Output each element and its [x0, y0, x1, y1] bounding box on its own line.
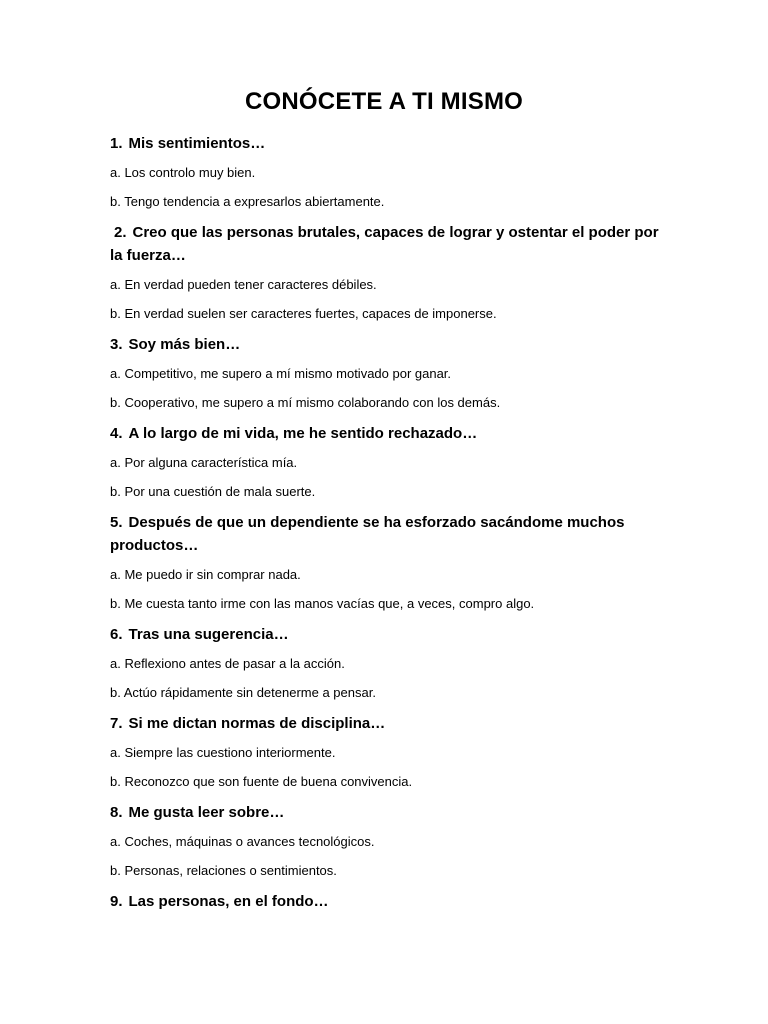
- question-block-3: [110, 333, 660, 412]
- answer-option-a: a. En verdad pueden tener caracteres débiles.: [110, 277, 377, 292]
- answer-option-b: b. Cooperativo, me supero a mí mismo colaborando con los demás.: [110, 395, 501, 410]
- question-block-2: [110, 221, 660, 323]
- question-text: Las personas, en el fondo…: [128, 893, 329, 910]
- question-number: 9.: [110, 893, 123, 910]
- answer-option-a: a. Reflexiono antes de pasar a la acción.: [110, 656, 345, 671]
- question-text: Si me dictan normas de disciplina…: [128, 715, 386, 732]
- question-number: 2.: [114, 224, 127, 241]
- question-number: 3.: [110, 336, 123, 353]
- answer-option-b: b. En verdad suelen ser caracteres fuertes, capaces de imponerse.: [110, 306, 497, 321]
- answer-option-b: b. Tengo tendencia a expresarlos abiertamente.: [110, 194, 385, 209]
- question-6: [110, 623, 660, 646]
- question-block-1: [110, 132, 660, 211]
- question-number: 8.: [110, 804, 123, 821]
- question-7: [110, 712, 660, 735]
- question-9: [110, 890, 660, 913]
- question-4: [110, 422, 660, 445]
- questionnaire: [110, 132, 660, 922]
- answer-option-a: a. Siempre las cuestiono interiormente.: [110, 745, 336, 760]
- question-block-5: [110, 511, 660, 613]
- question-block-9: [110, 890, 660, 913]
- answer-option-a: a. Competitivo, me supero a mí mismo motivado por ganar.: [110, 366, 452, 381]
- question-5: [110, 511, 660, 557]
- answer-option-a: a. Por alguna característica mía.: [110, 455, 298, 470]
- question-text: Soy más bien…: [128, 336, 241, 353]
- answer-option-b: b. Personas, relaciones o sentimientos.: [110, 863, 337, 878]
- question-block-7: [110, 712, 660, 791]
- question-block-8: [110, 801, 660, 880]
- answer-option-b: b. Me cuesta tanto irme con las manos vacías que, a veces, compro algo.: [110, 596, 535, 611]
- question-text: Después de que un dependiente se ha esforzado sacándome muchos productos…: [110, 514, 625, 554]
- answer-option-a: a. Los controlo muy bien.: [110, 165, 256, 180]
- question-number: 1.: [110, 135, 123, 152]
- question-2: [110, 221, 660, 267]
- question-1: [110, 132, 660, 155]
- question-number: 5.: [110, 514, 123, 531]
- answer-option-a: a. Me puedo ir sin comprar nada.: [110, 567, 301, 582]
- answer-option-b: b. Por una cuestión de mala suerte.: [110, 484, 316, 499]
- question-3: [110, 333, 660, 356]
- question-block-6: [110, 623, 660, 702]
- question-text: Tras una sugerencia…: [128, 626, 289, 643]
- question-number: 4.: [110, 425, 123, 442]
- answer-option-b: b. Actúo rápidamente sin detenerme a pensar.: [110, 685, 376, 700]
- question-number: 7.: [110, 715, 123, 732]
- question-text: Creo que las personas brutales, capaces de lograr y ostentar el poder por la fuerza…: [110, 224, 659, 264]
- question-number: 6.: [110, 626, 123, 643]
- answer-option-a: a. Coches, máquinas o avances tecnológicos.: [110, 834, 375, 849]
- question-block-4: [110, 422, 660, 501]
- answer-option-b: b. Reconozco que son fuente de buena convivencia.: [110, 774, 413, 789]
- document-title: CONÓCETE A TI MISMO: [244, 88, 524, 115]
- question-8: [110, 801, 660, 824]
- question-text: A lo largo de mi vida, me he sentido rechazado…: [128, 425, 478, 442]
- question-text: Me gusta leer sobre…: [128, 804, 285, 821]
- question-text: Mis sentimientos…: [128, 135, 266, 152]
